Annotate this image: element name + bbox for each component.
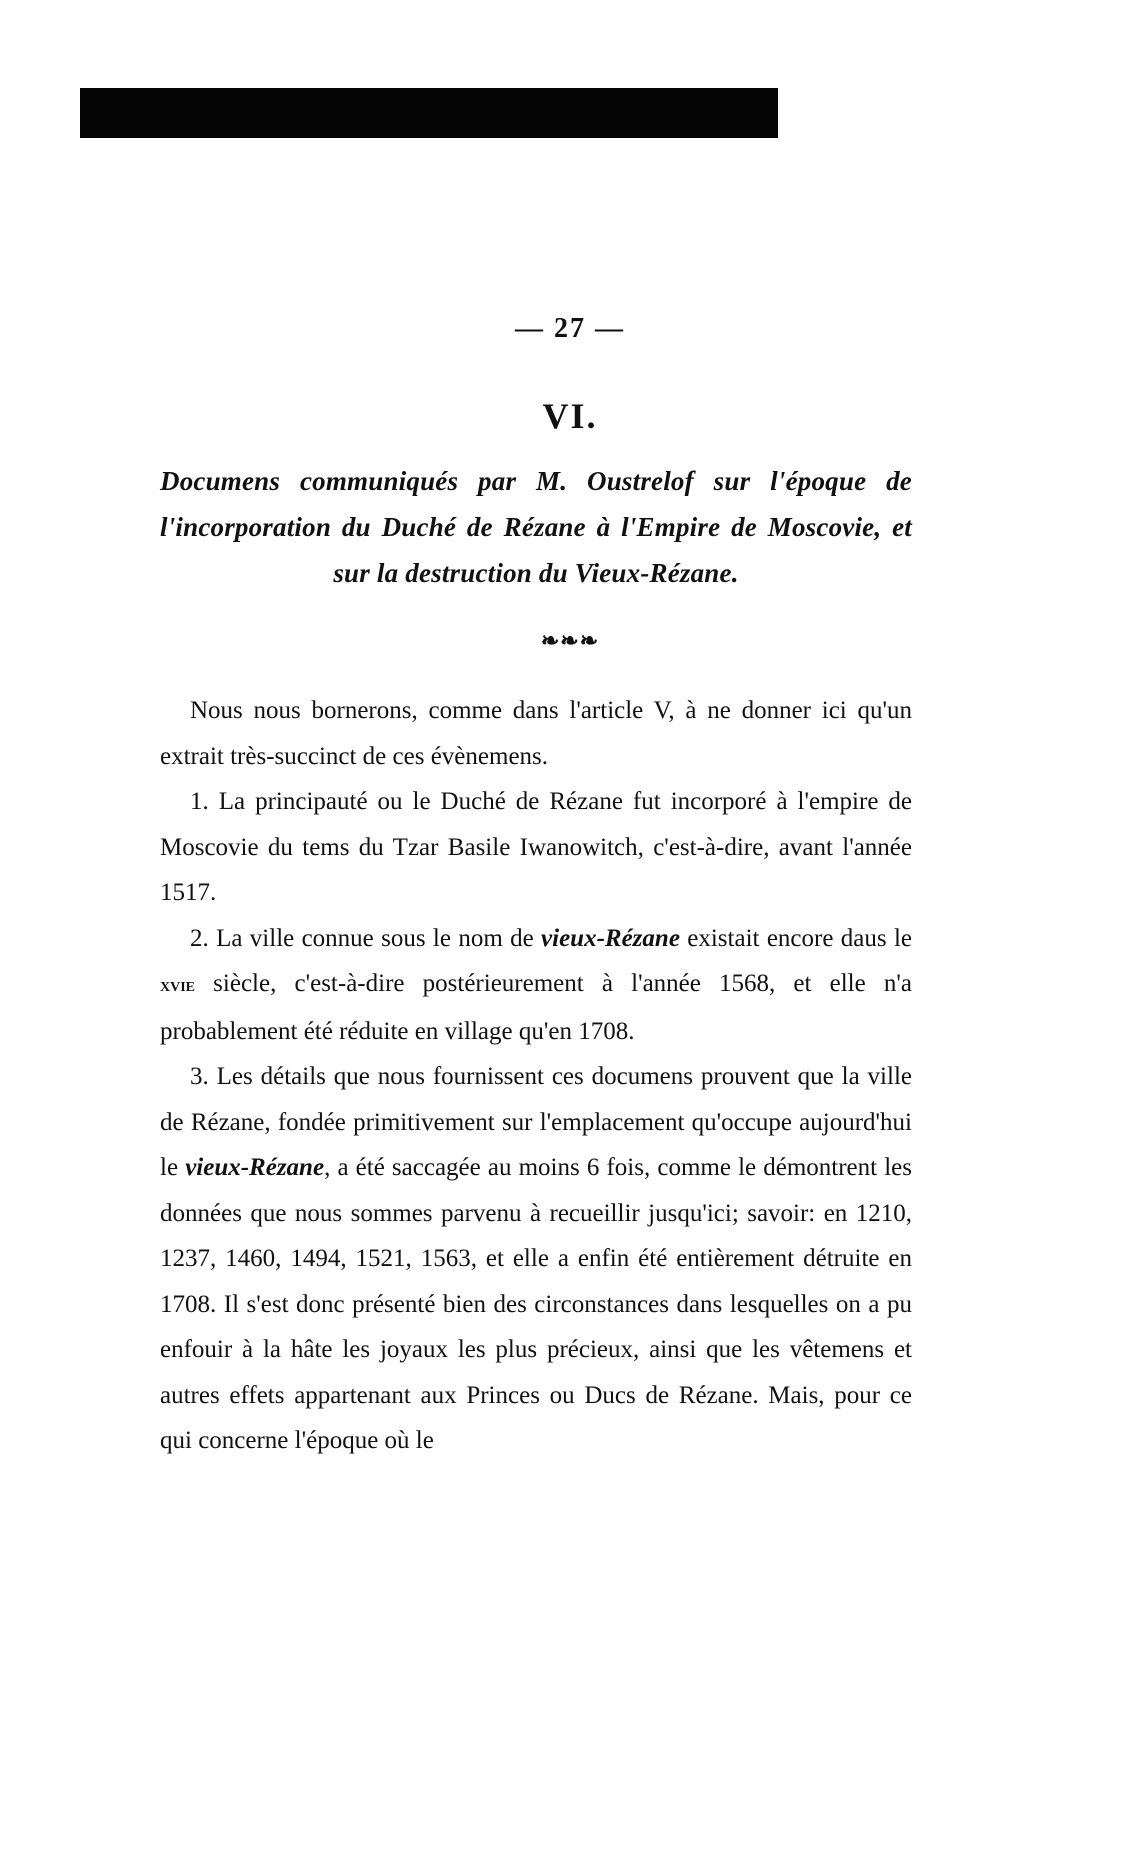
paragraph-2-part-b: existait encore daus le: [679, 924, 912, 952]
paragraph-3-part-b: , a été saccagée au moins 6 fois, comme le démontrent les données que nous sommes parvenu à recueillir jusqu'ici; savoir: en 1210, 1237, 1460, 1494, 1521, 1563, et elle a enfin été entièrement détruite en 1708. Il s'est donc présenté bien des circonstances dans lesquelles on a pu enfouir à la hâte les joyaux les plus précieux, ainsi que les vêtemens et autres effets appartenant aux Princes ou Ducs de Rézane. Mais, pour ce qui concerne l'époque où le: [160, 1154, 913, 1454]
paragraph-2-part-a: 2. La ville connue sous le nom de: [190, 924, 542, 952]
chapter-title: Documens communiqués par M. Oustrelof sur l'époque de l'incorporation du Duché de Rézane à l'Empire de Moscovie, et sur la destruction du Vieux-Rézane.: [160, 466, 912, 588]
page-number: — 27 —: [515, 313, 625, 344]
redaction-bar: [80, 88, 778, 138]
paragraph-2: [160, 916, 912, 1055]
ornament-divider: ❧❧❧: [540, 628, 600, 653]
paragraph-1: 1. La principauté ou le Duché de Rézane fut incorporé à l'empire de Moscovie du tems du Tzar Basile Iwanowitch, c'est-à-dire, avant l'année 1517.: [160, 788, 912, 906]
paragraph-3-part-a: 3. Les détails que nous fournissent ces documens prouvent que la ville de Rézane, fondée primitivement sur l'emplacement qu'occupe aujourd'hui le: [160, 1063, 912, 1181]
paragraph-2-emphasis: vieux-Rézane: [541, 924, 680, 952]
paragraph-intro: Nous nous bornerons, comme dans l'article V, à ne donner ici qu'un extrait très-succinct de ces évènemens.: [160, 697, 912, 770]
century-numeral: xvie: [160, 974, 196, 996]
paragraph-3: [160, 1054, 912, 1464]
chapter-number: VI.: [542, 396, 598, 436]
paragraph-2-part-c: siècle, c'est-à-dire postérieurement à l'année 1568, et elle n'a probablement été réduite en village qu'en 1708.: [160, 970, 912, 1045]
paragraph-3-emphasis: vieux-Rézane: [185, 1154, 325, 1181]
body-text: [160, 688, 912, 1464]
